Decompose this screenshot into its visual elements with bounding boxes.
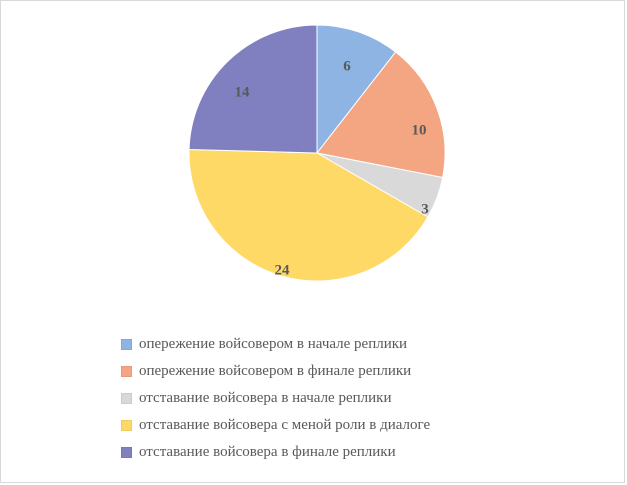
legend-label-4: отставание войсовера в финале реплики — [139, 444, 396, 460]
slice-value-label-0: 6 — [343, 58, 351, 75]
pie-slice-4[interactable] — [189, 25, 317, 153]
legend-item-1[interactable] — [121, 358, 521, 385]
legend-swatch-icon-4 — [121, 447, 132, 458]
pie-chart-svg — [187, 23, 447, 283]
legend-swatch-icon-0 — [121, 339, 132, 350]
legend-label-2: отставание войсовера в начале реплики — [139, 390, 392, 406]
legend-swatch-icon-1 — [121, 366, 132, 377]
legend-item-2[interactable] — [121, 385, 521, 412]
slice-value-label-1: 10 — [411, 122, 427, 139]
legend-item-3[interactable] — [121, 412, 521, 439]
legend-item-4[interactable] — [121, 439, 521, 466]
legend-swatch-icon-2 — [121, 393, 132, 404]
legend-label-1: опережение войсовером в финале реплики — [139, 363, 412, 379]
slice-value-label-3: 24 — [274, 262, 290, 279]
legend-swatch-icon-3 — [121, 420, 132, 431]
legend-label-0: опережение войсовером в начале реплики — [139, 336, 408, 352]
slice-value-label-4: 14 — [234, 84, 250, 101]
slice-value-label-2: 3 — [421, 201, 429, 218]
legend-item-0[interactable] — [121, 331, 521, 358]
pie-plot-area — [1, 1, 625, 321]
chart-legend — [121, 331, 521, 466]
legend-label-3: отставание войсовера с меной роли в диалоге — [139, 417, 431, 433]
